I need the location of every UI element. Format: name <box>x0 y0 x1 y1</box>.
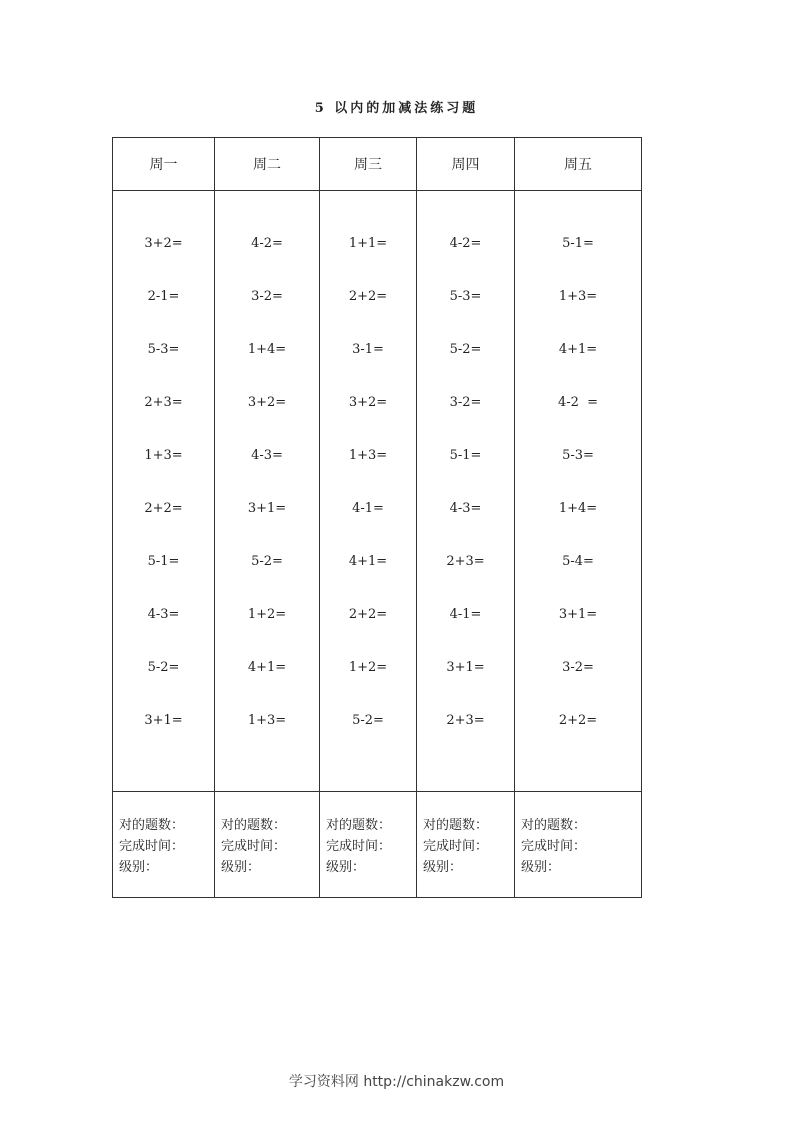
problem-item: 2+2= <box>348 607 388 622</box>
problem-item: 2+3= <box>446 713 485 728</box>
problem-item: 1+2= <box>247 607 287 622</box>
problem-item: 1+3= <box>348 448 388 463</box>
level-label: 级别： <box>119 860 159 875</box>
problem-item: 4-1= <box>449 607 482 622</box>
problem-item: 2-1= <box>147 289 180 304</box>
problem-item: 2+2= <box>348 289 388 304</box>
problem-item: 5-2= <box>251 554 283 569</box>
problem-item: 5-3= <box>449 289 482 304</box>
problem-list <box>515 191 641 761</box>
problem-item: 4+1= <box>247 660 287 675</box>
problem-item: 3+2= <box>144 236 183 251</box>
day-header: 周三 <box>320 138 417 191</box>
problems-row <box>113 191 642 792</box>
record-cell <box>417 792 515 898</box>
level-label: 级别： <box>521 860 561 875</box>
record-cell <box>113 792 215 898</box>
problems-cell <box>417 191 515 792</box>
correct-count-label: 对的题数： <box>423 818 489 833</box>
problem-item: 1+4= <box>558 501 598 516</box>
day-header: 周五 <box>515 138 642 191</box>
problem-item: 5-3= <box>562 448 594 463</box>
problem-item: 3-2= <box>562 660 594 675</box>
problem-item: 1+1= <box>348 236 388 251</box>
problem-item: 2+3= <box>144 395 183 410</box>
correct-count-label: 对的题数： <box>221 818 287 833</box>
time-taken-label: 完成时间： <box>326 839 392 854</box>
problems-cell <box>113 191 215 792</box>
record-row <box>113 792 642 898</box>
site-footer: 学习资料网 http://chinakzw.com <box>288 1074 505 1090</box>
time-taken-label: 完成时间： <box>521 839 587 854</box>
record-cell <box>515 792 642 898</box>
problem-list <box>320 191 416 761</box>
correct-count-label: 对的题数： <box>119 818 185 833</box>
problem-list <box>113 191 214 761</box>
problem-item: 3+2= <box>348 395 388 410</box>
problem-item: 4-3= <box>251 448 283 463</box>
problem-item: 5-1= <box>562 236 594 251</box>
time-taken-label: 完成时间： <box>423 839 489 854</box>
problem-item: 5-3= <box>147 342 180 357</box>
problems-cell <box>515 191 642 792</box>
record-cell <box>320 792 417 898</box>
problem-item: 5-2= <box>449 342 482 357</box>
practice-table <box>112 137 642 898</box>
problem-list <box>417 191 514 761</box>
problem-item: 3+1= <box>446 660 485 675</box>
problem-item: 1+3= <box>558 289 598 304</box>
day-header: 周二 <box>215 138 320 191</box>
correct-count-label: 对的题数： <box>326 818 392 833</box>
day-header: 周四 <box>417 138 515 191</box>
problem-item: 3-1= <box>352 342 384 357</box>
problem-item: 3+1= <box>144 713 183 728</box>
problem-item: 4+1= <box>348 554 388 569</box>
problem-item: 4-2= <box>449 236 482 251</box>
problem-item: 4+1= <box>558 342 598 357</box>
problem-item: 4-2= <box>251 236 283 251</box>
level-label: 级别： <box>423 860 463 875</box>
problem-item: 3-2= <box>449 395 482 410</box>
problem-item: 3+1= <box>247 501 287 516</box>
record-cell <box>215 792 320 898</box>
level-label: 级别： <box>326 860 366 875</box>
problem-item: 4-1= <box>352 501 384 516</box>
problem-item: 3+2= <box>247 395 287 410</box>
time-taken-label: 完成时间： <box>221 839 287 854</box>
problem-item: 1+2= <box>348 660 388 675</box>
problem-item: 1+3= <box>247 713 287 728</box>
level-label: 级别： <box>221 860 261 875</box>
problem-item: 2+2= <box>144 501 183 516</box>
problem-item: 3-2= <box>251 289 283 304</box>
problem-item: 5-2= <box>147 660 180 675</box>
problem-item: 5-4= <box>562 554 594 569</box>
problem-item: 3+1= <box>558 607 598 622</box>
problem-item: 1+3= <box>144 448 183 463</box>
header-row <box>113 138 642 191</box>
problems-cell <box>215 191 320 792</box>
problem-item: 5-2= <box>352 713 384 728</box>
correct-count-label: 对的题数： <box>521 818 587 833</box>
problem-list <box>215 191 319 761</box>
page-title: 5 以内的加减法练习题 <box>314 101 479 116</box>
problem-item: 2+3= <box>446 554 485 569</box>
problem-item: 4-3= <box>147 607 180 622</box>
day-header: 周一 <box>113 138 215 191</box>
problem-item: 4-3= <box>449 501 482 516</box>
time-taken-label: 完成时间： <box>119 839 185 854</box>
problem-item: 2+2= <box>558 713 598 728</box>
problem-item: 4-2 = <box>557 395 599 410</box>
problem-item: 5-1= <box>449 448 482 463</box>
problems-cell <box>320 191 417 792</box>
problem-item: 5-1= <box>147 554 180 569</box>
problem-item: 1+4= <box>247 342 287 357</box>
